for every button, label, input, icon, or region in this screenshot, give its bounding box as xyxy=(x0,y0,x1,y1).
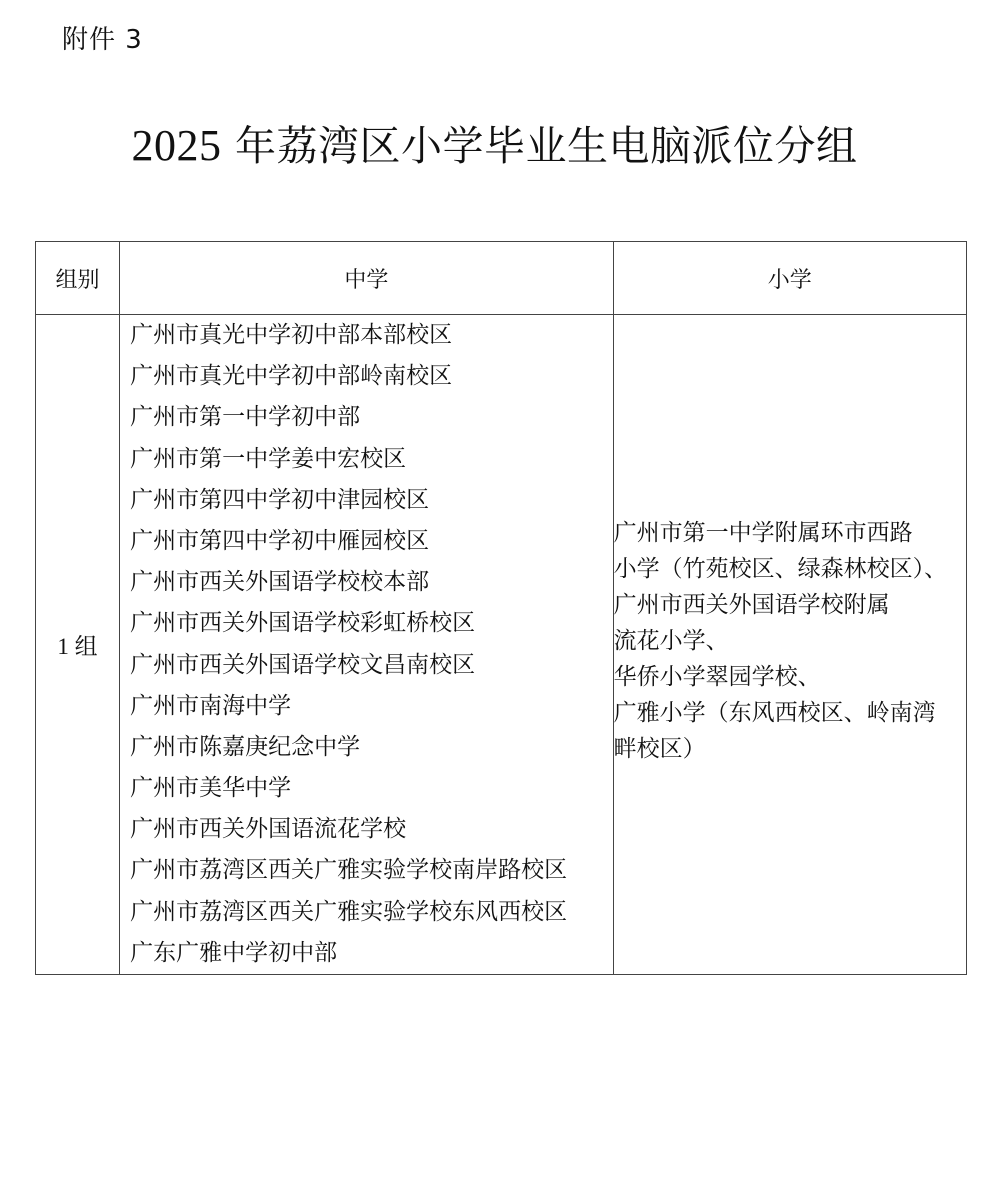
list-item: 广州市第四中学初中津园校区 xyxy=(130,486,430,513)
middle-school-list xyxy=(120,315,613,974)
list-item: 广州市真光中学初中部本部校区 xyxy=(130,322,453,348)
table-header-row xyxy=(36,242,967,315)
list-item: 广东广雅中学初中部 xyxy=(130,939,338,966)
list-item: 广州市美华中学 xyxy=(130,775,292,802)
grouping-table xyxy=(35,241,967,975)
list-item: 广州市第一中学初中部 xyxy=(130,404,361,431)
middle-school-cell xyxy=(120,315,614,975)
header-group: 组别 xyxy=(36,242,120,315)
list-item: 广州市西关外国语学校彩虹桥校区 xyxy=(130,610,476,637)
list-item: 广州市荔湾区西关广雅实验学校东风西校区 xyxy=(130,898,568,925)
title-year: 2025 xyxy=(131,121,222,170)
table-row xyxy=(36,315,967,975)
primary-school-cell xyxy=(613,315,966,975)
list-item: 广州市真光中学初中部岭南校区 xyxy=(130,363,453,390)
list-item: 广州市西关外国语流花学校 xyxy=(130,816,407,843)
attachment-label: 附件 3 xyxy=(62,25,143,55)
header-primary-school: 小学 xyxy=(613,242,966,315)
list-item: 广州市陈嘉庚纪念中学 xyxy=(130,733,361,760)
list-item: 广州市南海中学 xyxy=(130,692,292,719)
list-item: 广州市西关外国语学校文昌南校区 xyxy=(130,651,476,678)
document-title xyxy=(0,118,989,174)
primary-school-list: 广州市第一中学附属环市西路 小学（竹苑校区、绿森林校区）、 广州市西关外国语学校附属 流花小学、 华侨小学翠园学校、 广雅小学（东风西校区、岭南湾 畔校区） xyxy=(613,519,948,762)
list-item: 广州市西关外国语学校校本部 xyxy=(130,569,430,596)
list-item: 广州市第一中学姜中宏校区 xyxy=(130,445,407,472)
list-item: 广州市第四中学初中雁园校区 xyxy=(130,527,430,554)
list-item: 广州市荔湾区西关广雅实验学校南岸路校区 xyxy=(130,857,568,884)
group-label: 1 组 xyxy=(57,634,98,659)
title-text: 年荔湾区小学毕业生电脑派位分组 xyxy=(221,122,858,170)
header-middle-school: 中学 xyxy=(120,242,614,315)
group-cell xyxy=(36,315,120,975)
